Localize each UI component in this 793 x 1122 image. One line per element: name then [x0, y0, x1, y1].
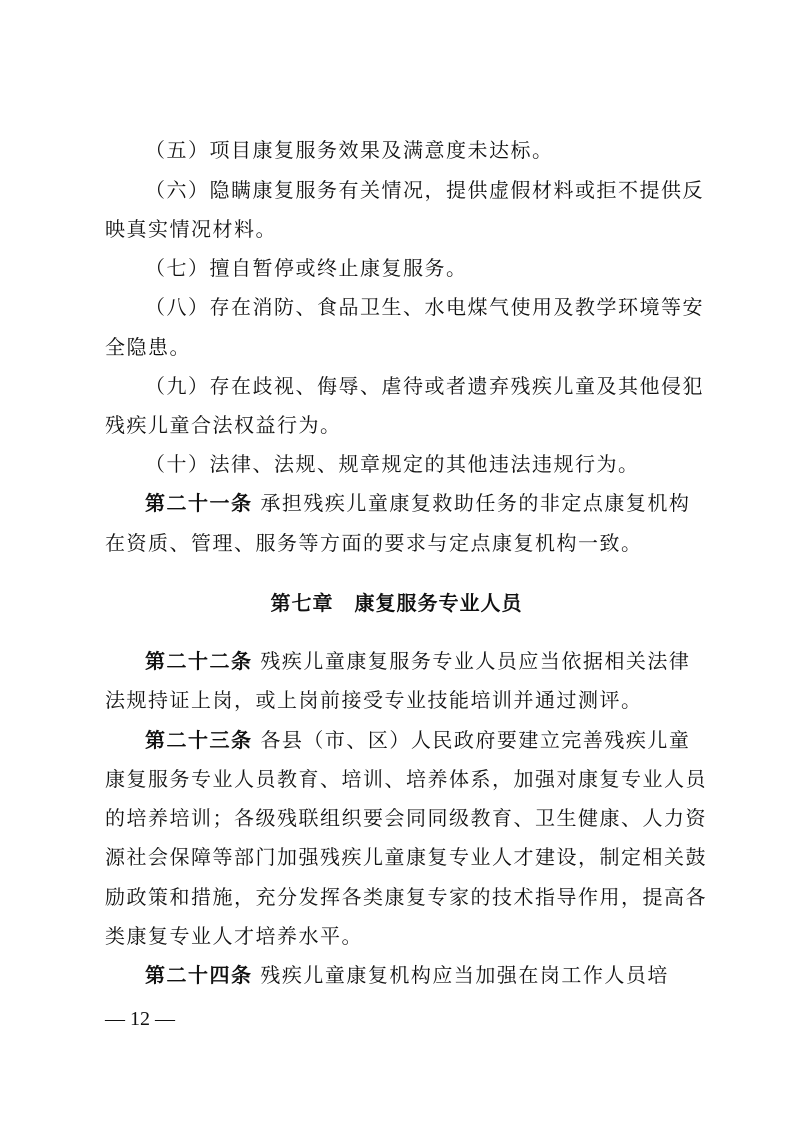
article-22-line-2: 法规持证上岗，或上岗前接受专业技能培训并通过测评。: [105, 688, 643, 712]
article-22-line-1: [145, 648, 745, 674]
article-24-line-1: [145, 962, 745, 988]
article-21-line-2: 在资质、管理、服务等方面的要求与定点康复机构一致。: [105, 531, 643, 555]
article-23-line-5: 励政策和措施，充分发挥各类康复专家的技术指导作用，提高各: [105, 885, 707, 909]
article-24-label: 第二十四条: [145, 963, 253, 987]
item-7-line: （七）擅自暂停或终止康复服务。: [145, 256, 468, 280]
article-21-line-1: [145, 490, 745, 516]
article-23-line-1: [145, 727, 745, 753]
item-5-line: （五）项目康复服务效果及满意度未达标。: [145, 138, 554, 162]
article-21-label: 第二十一条: [145, 491, 253, 515]
article-22-text-1: 残疾儿童康复服务专业人员应当依据相关法律: [260, 649, 691, 673]
article-21-text-1: 承担残疾儿童康复救助任务的非定点康复机构: [260, 491, 691, 515]
page-number: — 12 —: [105, 1008, 175, 1030]
article-23-line-2: 康复服务专业人员教育、培训、培养体系，加强对康复专业人员: [105, 767, 707, 791]
article-23-line-3: 的培养培训；各级残联组织要会同同级教育、卫生健康、人力资: [105, 806, 707, 830]
item-9-line-1: （九）存在歧视、侮辱、虐待或者遗弃残疾儿童及其他侵犯: [145, 374, 704, 398]
chapter-heading: 第七章 康复服务专业人员: [270, 591, 523, 615]
article-23-label: 第二十三条: [145, 728, 253, 752]
article-22-label: 第二十二条: [145, 649, 253, 673]
item-6-line-2: 映真实情况材料。: [105, 217, 277, 241]
item-9-line-2: 残疾儿童合法权益行为。: [105, 413, 342, 437]
article-23-line-6: 类康复专业人才培养水平。: [105, 924, 363, 948]
item-6-line-1: （六）隐瞒康复服务有关情况，提供虚假材料或拒不提供反: [145, 178, 704, 202]
article-23-line-4: 源社会保障等部门加强残疾儿童康复专业人才建设，制定相关鼓: [105, 845, 707, 869]
article-24-text-1: 残疾儿童康复机构应当加强在岗工作人员培: [260, 963, 669, 987]
article-23-text-1: 各县（市、区）人民政府要建立完善残疾儿童: [260, 728, 691, 752]
item-8-line-2: 全隐患。: [105, 335, 191, 359]
item-8-line-1: （八）存在消防、食品卫生、水电煤气使用及教学环境等安: [145, 295, 704, 319]
item-10-line: （十）法律、法规、规章规定的其他违法违规行为。: [145, 452, 640, 476]
